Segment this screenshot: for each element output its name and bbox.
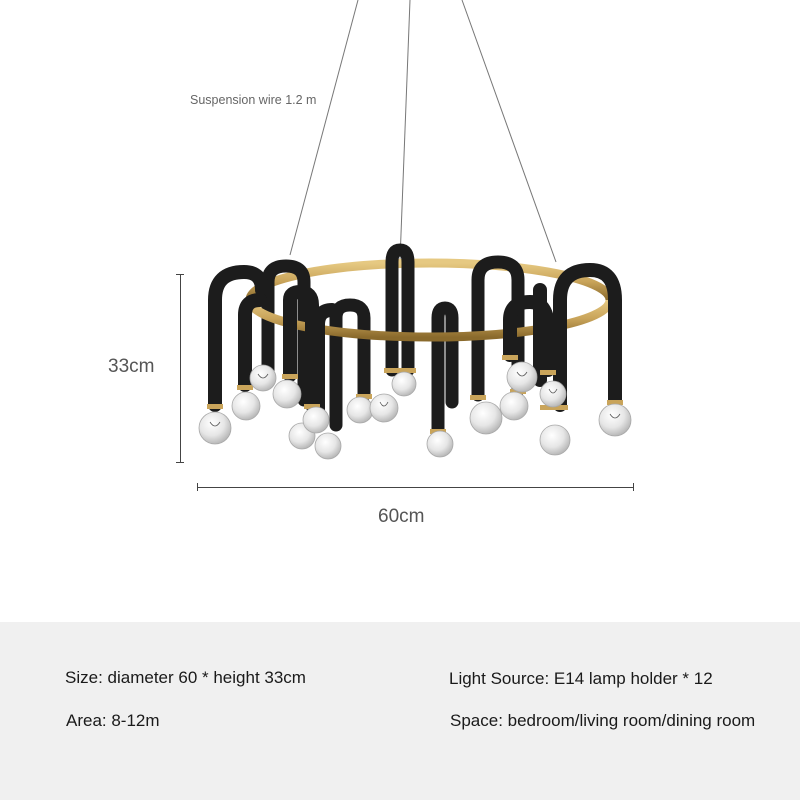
suspension-wires [290, 0, 556, 262]
width-dimension-tick-left [197, 483, 198, 491]
width-dimension-label: 60cm [378, 506, 425, 527]
spec-panel [0, 622, 800, 800]
spec-light-source: Light Source: E14 lamp holder * 12 [449, 669, 713, 688]
height-dimension-line [180, 274, 181, 462]
width-dimension-tick-right [633, 483, 634, 491]
height-dimension-tick-bottom [176, 462, 184, 463]
spec-space: Space: bedroom/living room/dining room [450, 711, 756, 730]
height-dimension-tick-top [176, 274, 184, 275]
width-dimension-line [197, 487, 634, 488]
suspension-wire-label: Suspension wire 1.2 m [190, 93, 317, 107]
spec-size: Size: diameter 60 * height 33cm [65, 668, 306, 687]
spec-area: Area: 8-12m [66, 711, 160, 730]
height-dimension-label: 33cm [108, 356, 155, 377]
